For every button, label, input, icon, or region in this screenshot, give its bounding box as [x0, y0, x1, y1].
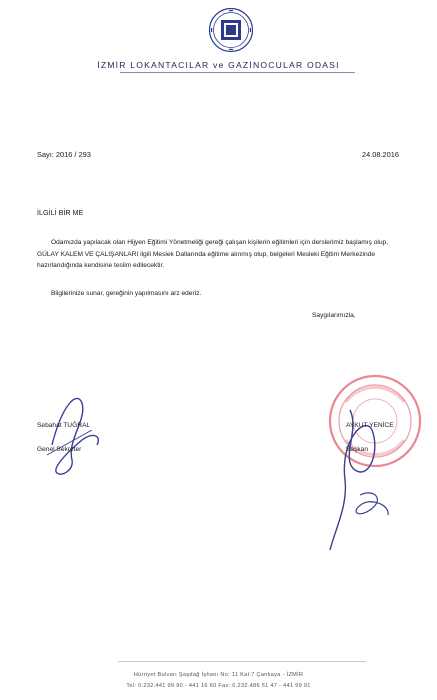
footer-phone: Tel: 0.232.441 99 90 - 441 16 60 Fax: 0.232.486 51 47 - 441 99 91	[126, 683, 311, 689]
signatory-title: Genel Sekreter	[37, 446, 82, 453]
reference-number: Sayı: 2016 / 293	[37, 150, 91, 159]
handwritten-signature	[42, 385, 112, 485]
chamber-logo	[208, 7, 254, 53]
document-date: 24.08.2016	[362, 150, 399, 159]
footer-address: Hürriyet Bulvarı Şaşdağ İşhanı No: 11 Kat:7 Çankaya - İZMİR	[133, 672, 304, 678]
footer-divider	[118, 661, 366, 662]
body-paragraph: Odamızda yapılacak olan Hijyen Eğitimi Yönetmeliği gereği çalışan kişilerin eğitimleri için derslerimiz başlamış olup, GÜLAY KALEM VE ÇALIŞANLARI ilgili Meslek Dallarında eğitime alınmış olup, belgeleri Mesleki Eğitim Merkezinde hazırlandığında kendisine teslim edilecektir.	[37, 239, 389, 269]
recipient-line: İLGİLİ BİR ME	[37, 208, 84, 217]
signatory-name: Sebahat TUĞRAL	[37, 422, 91, 429]
signatory-title: Başkan	[346, 446, 368, 453]
organization-name: İZMİR LOKANTACILAR ve GAZİNOCULAR ODASI	[97, 60, 340, 70]
signatory-name: AYKUT YENİCE	[346, 422, 394, 429]
body-paragraph: Bilgilerinize sunar, gereğinin yapılmasını arz ederiz.	[51, 290, 202, 297]
closing-line: Saygılarımızla,	[312, 312, 356, 319]
header-divider	[120, 72, 355, 73]
